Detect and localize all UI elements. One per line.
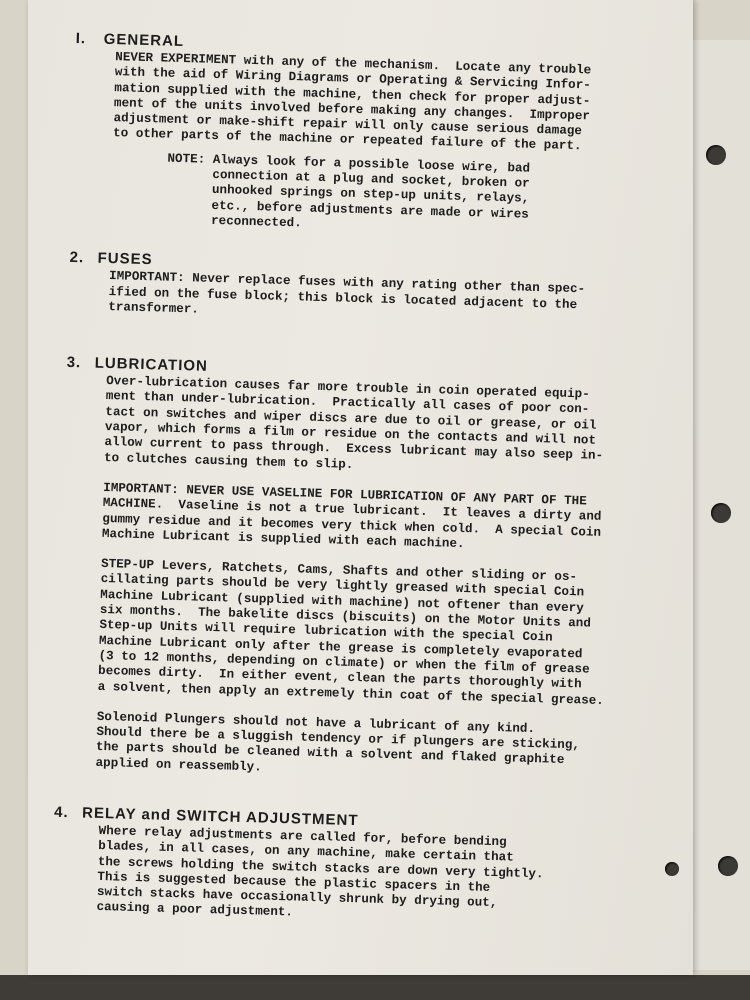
binder-hole [711,503,731,523]
paragraph: Solenoid Plungers should not have a lubricant of any kind. Should there be a sluggish tendency or if plungers are sticking, the parts should be cleaned with a solvent and flaked graphite applied on reassembly. [95,709,581,775]
binding-shadow [0,975,750,1000]
binder-hole [718,856,738,876]
paragraph: Where relay adjustments are called for, before bending blades, in all cases, on any machine, make certain that the screws holding the switch stacks are down very tightly. This is suggested because the plastic spacers in the switch stacks have occasionally shrunk by drying out, causing a poor adjustment. [96,823,544,920]
paragraph: IMPORTANT: Never replace fuses with any rating other than spec- ified on the fuse block; this block is located adjacent to the transformer. [108,269,586,317]
section-number: 4. [53,803,69,822]
section-title: LUBRICATION [94,354,209,375]
paragraph: NEVER EXPERIMENT with any of the mechanism. Locate any trouble with the aid of Wiring Diagrams or Operating & Servicing Infor- mation supplied with the machine, then check for proper adjust- ment of the units involved before making any changes. Improper adjustment or make-shift repair will only cause serious damage to other parts of the machine or repeated failure of the part. [112,50,592,154]
section-title: GENERAL [103,30,185,51]
section-relay-switch-adjustment [51,804,654,931]
paragraph: STEP-UP Levers, Ratchets, Cams, Shafts and other sliding or os- cillating parts should be very lightly greased with special Coin Machine Lubricant (supplied with machine) not oftener than every six months. The bakelite discs (biscuits) on the Motor Units and Step-up Units will require lubrication with the special Coin Machine Lubricant only after the grease is completely evaporated (3 to 12 months, depending on climate) or when the film of grease becomes dirty. In either event, clean the parts thoroughly with a solvent, then apply an extremely thin coat of the special grease. [97,557,605,708]
section-number: I. [75,30,87,48]
binder-hole [665,862,679,876]
section-title: RELAY and SWITCH ADJUSTMENT [81,804,359,830]
section-lubrication [55,354,666,786]
paragraph: Over-lubrication causes far more trouble in coin operated equip- ment than under-lubrication. Practically all cases of poor con- tact on switches and wiper discs are due to oil or grease, or oil vapor, which forms a film or residue on the contacts and will not allow current to pass through. Excess lubricant may also seep in- to clutches causing them to slip. [103,374,604,472]
page-content [51,30,675,931]
binder-hole [706,145,726,165]
paragraph: IMPORTANT: NEVER USE VASELINE FOR LUBRICATION OF ANY PART OF THE MACHINE. Vaseline is not a true lubricant. It leaves a dirty and gummy residue and it becomes very thick when cold. A special Coin Machine Lubricant is supplied with each machine. [101,480,602,551]
document-page [28,0,693,975]
section-number: 3. [66,354,82,372]
section-title: FUSES [97,249,153,269]
section-number: 2. [69,249,85,267]
section-general [71,30,676,242]
note-paragraph: NOTE: Always look for a possible loose wire, bad connection at a plug and socket, broken or unhooked springs on step-up units, relays, etc., before adjustments are made or wires reconnected. [165,151,531,231]
section-fuses [68,249,670,331]
